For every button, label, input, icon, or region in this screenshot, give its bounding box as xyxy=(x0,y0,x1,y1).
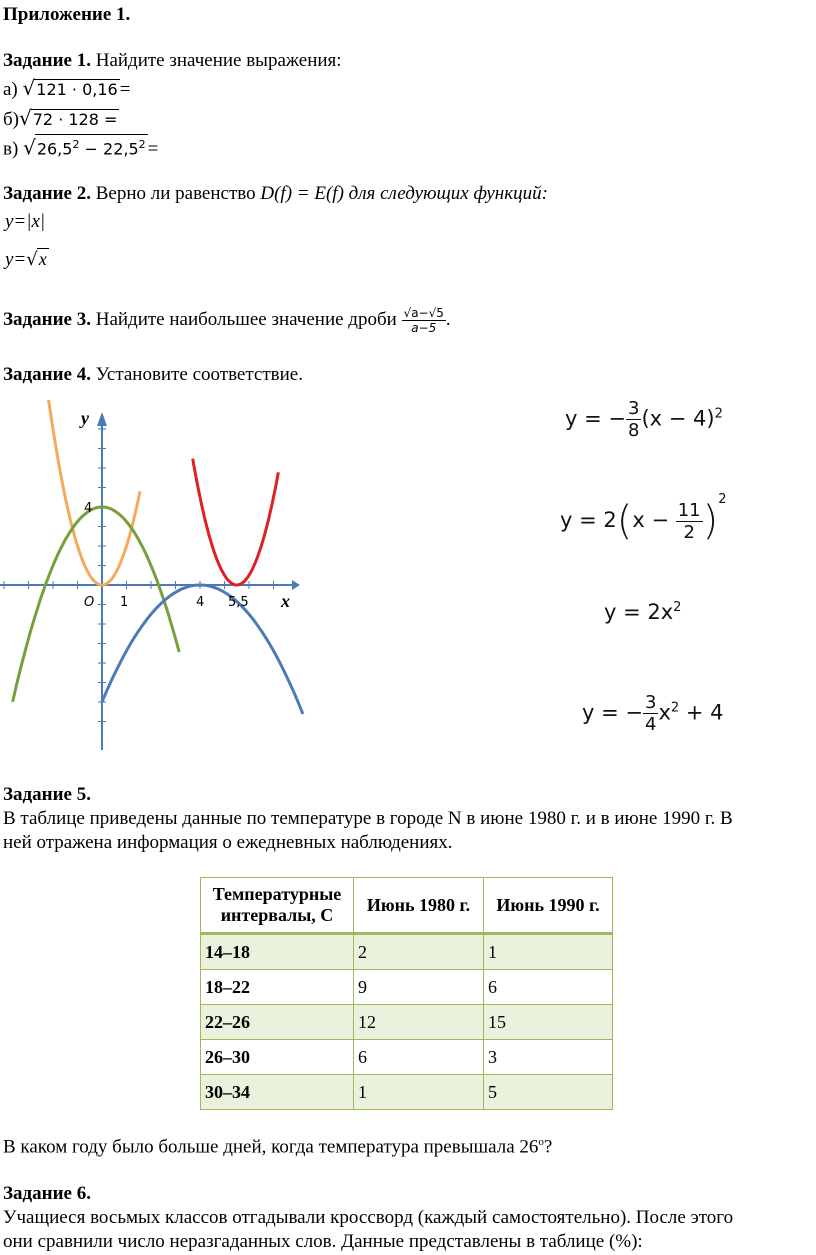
task3-fraction xyxy=(402,306,446,335)
header-june-1990: Июнь 1990 г. xyxy=(484,878,613,934)
table-header-row xyxy=(201,878,613,934)
x-axis-label: x xyxy=(281,591,290,611)
formula-3: $y = 2x^2$ xyxy=(604,600,682,624)
parabola-orange xyxy=(48,400,140,585)
parabolas-graph xyxy=(0,400,310,760)
task2-heading xyxy=(3,183,548,205)
table-row: 14–18 2 1 xyxy=(201,934,613,970)
formula-2: y = 2(x − $\frac{11}{2}$ )$^2$ xyxy=(560,492,727,544)
task2-function-1: y=|x| xyxy=(5,211,46,232)
sqrt-sign: √121 · 0,16 xyxy=(22,76,118,100)
task1-item-b: б)√72 · 128 = xyxy=(3,106,118,130)
task6-heading: Задание 6. xyxy=(3,1183,91,1204)
task1-heading xyxy=(3,50,342,72)
table-row: 30–34 1 5 xyxy=(201,1075,613,1110)
task2-function-2: y=√x xyxy=(5,249,47,270)
task1-item-a: а) √121 · 0,16 = xyxy=(3,76,131,100)
sqrt-sign: $√26,5^2 - 22,5^2$ xyxy=(23,135,146,160)
task5-text-line-1: В таблице приведены данные по температуре в городе N в июне 1980 г. и в июне 1990 г. В xyxy=(3,808,733,829)
task4-label: Задание 4. xyxy=(3,364,91,385)
table-row: 22–26 12 15 xyxy=(201,1005,613,1040)
fraction-denominator: a−5 xyxy=(411,321,437,335)
task2-text: Верно ли равенство xyxy=(95,183,256,204)
formula-4: y = − $\frac{3}{4}$ $x^2 + 4$ xyxy=(582,692,724,735)
table-row: 26–30 6 3 xyxy=(201,1040,613,1075)
axis-ticks xyxy=(4,429,274,722)
task3-label: Задание 3. xyxy=(3,308,91,330)
table-row: 18–22 9 6 xyxy=(201,970,613,1005)
task4-text: Установите соответствие. xyxy=(95,364,303,385)
task2-label: Задание 2. xyxy=(3,183,91,204)
y-axis-arrow xyxy=(97,412,107,426)
x-axis-arrow xyxy=(292,580,300,590)
tick-label-1: 1 xyxy=(120,595,129,610)
header-intervals: Температурные интервалы, С xyxy=(201,878,354,934)
header-june-1980: Июнь 1980 г. xyxy=(354,878,484,934)
task6-text-line-1: Учащиеся восьмых классов отгадывали кроссворд (каждый самостоятельно). После этого xyxy=(3,1207,734,1228)
task5-heading: Задание 5. xyxy=(3,784,91,805)
task2-text-italic: D(f) = E(f) для следующих функций: xyxy=(260,183,548,204)
tick-label-5-5: 5,5 xyxy=(228,595,249,610)
page-header: Приложение 1. xyxy=(3,4,131,25)
task1-item-c: в) $√26,5^2 - 22,5^2$ = xyxy=(3,135,159,160)
task4-heading xyxy=(3,364,303,386)
task5-question: В каком году было больше дней, когда температура превышала $26^о$? xyxy=(3,1136,553,1158)
tick-label-4-x: 4 xyxy=(196,595,205,610)
temperature-table xyxy=(200,877,613,1110)
tick-label-4-y: 4 xyxy=(84,501,93,516)
task1-text: Найдите значение выражения: xyxy=(95,50,342,71)
parabola-green xyxy=(13,507,180,702)
parabola-red xyxy=(193,459,279,585)
task3-heading: Задание 3. Найдите наибольшее значение дроби $\frac{√a-√5}{a-5}$ . xyxy=(3,306,451,335)
origin-label: O xyxy=(84,595,95,610)
fraction-numerator: √a−√5 xyxy=(403,306,444,320)
task5-text-line-2: ней отражена информация о ежедневных наблюдениях. xyxy=(3,832,453,853)
task1-label: Задание 1. xyxy=(3,50,91,71)
y-axis-label: y xyxy=(81,408,89,428)
task3-text: Найдите наибольшее значение дроби xyxy=(95,308,397,330)
formula-1: y = − $\frac{3}{8}$ $(x - 4)^2$ xyxy=(565,398,723,441)
task6-text-line-2: они сравнили число неразгаданных слов. Данные представлены в таблице (%): xyxy=(3,1231,643,1252)
sqrt-sign: √72 · 128 = xyxy=(19,106,118,130)
